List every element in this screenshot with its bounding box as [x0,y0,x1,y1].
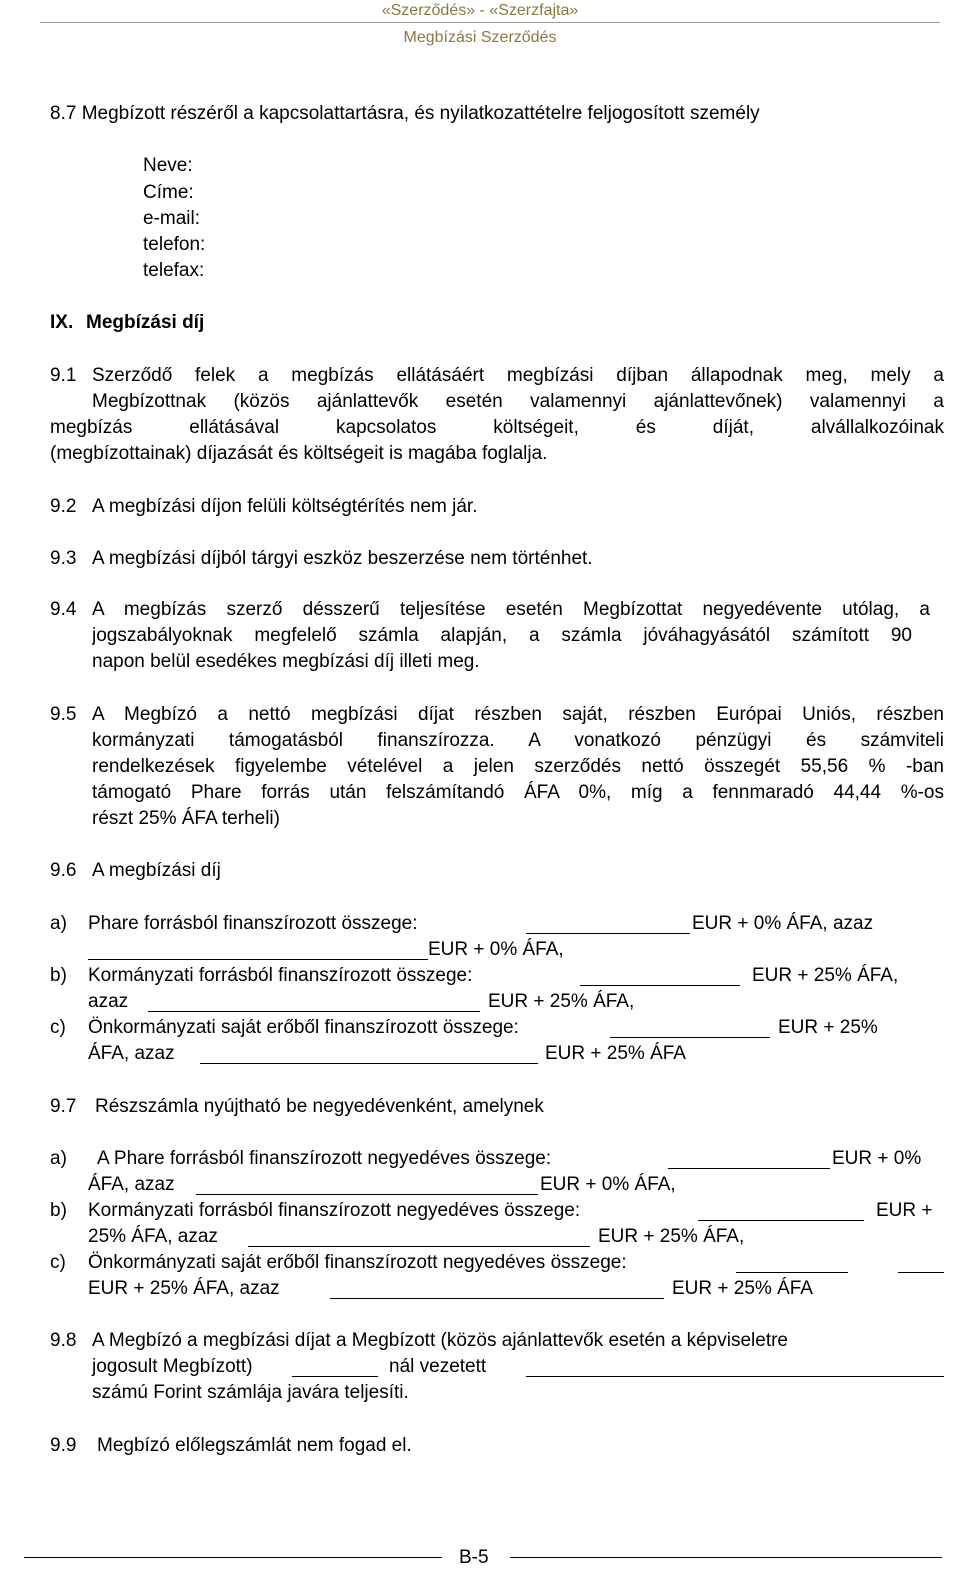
clause-9-1-line: Megbízottnak (közös ajánlattevők esetén valamennyi ajánlattevőnek) valamennyi a [92,391,944,412]
item-a-text: EUR + 0% ÁFA, azaz [692,913,874,934]
item-a-text: EUR + 0% [832,1148,922,1169]
footer-rule-left [24,1557,442,1558]
item-b-text: EUR + [876,1200,933,1221]
amount-blank[interactable] [610,1019,770,1038]
item-b-text: EUR + 25% ÁFA, [598,1226,745,1247]
item-c-text: Önkormányzati saját erőből finanszírozott összege: [88,1017,519,1038]
item-a-label: a) [50,1148,67,1169]
header-rule [40,22,940,23]
section-title: Megbízási díj [86,312,205,333]
amount-words-blank[interactable] [196,1176,538,1195]
amount-blank[interactable] [526,915,690,934]
field-name-label: Neve: [143,155,193,176]
amount-blank[interactable] [668,1150,830,1169]
clause-9-4-number: 9.4 [50,599,77,620]
clause-9-3-text: A megbízási díjból tárgyi eszköz beszerzése nem történhet. [92,548,593,569]
clause-9-4-line: jogszabályoknak megfelelő számla alapján, a számla jóváhagyásától számított 90 [92,625,912,646]
item-a-label: a) [50,913,67,934]
clause-9-5-line: támogató Phare forrás után felszámítandó ÁFA 0%, míg a fennmaradó 44,44 %-os [92,782,944,803]
page-number: B-5 [459,1547,489,1568]
clause-8-7-title: 8.7 Megbízott részéről a kapcsolattartásra, és nyilatkozattételre feljogosított személy [50,103,760,124]
field-address-label: Címe: [143,182,194,203]
clause-9-5-line: részt 25% ÁFA terheli) [92,808,280,829]
amount-blank[interactable] [898,1254,944,1273]
clause-9-7-number: 9.7 [50,1096,77,1117]
clause-9-8-line: A Megbízó a megbízási díjat a Megbízott (közös ajánlattevők esetén a képviseletre [92,1330,788,1351]
section-number: IX. [50,312,74,333]
account-number-blank[interactable] [526,1358,944,1377]
item-b-label: b) [50,965,67,986]
bank-name-blank[interactable] [292,1358,378,1377]
item-b-text: EUR + 25% ÁFA, [752,965,899,986]
clause-9-6-number: 9.6 [50,860,77,881]
field-email-label: e-mail: [143,208,201,229]
clause-9-2-text: A megbízási díjon felüli költségtérítés nem jár. [92,496,478,517]
clause-9-1-line: (megbízottainak) díjazását és költségeit is magába foglalja. [50,443,548,464]
item-b-text: Kormányzati forrásból finanszírozott összege: [88,965,473,986]
item-a-text: EUR + 0% ÁFA, [428,939,564,960]
clause-9-6-title: A megbízási díj [92,860,221,881]
item-c-text: EUR + 25% ÁFA [545,1043,686,1064]
clause-9-8-line: nál vezetett [389,1356,487,1377]
clause-9-5-number: 9.5 [50,704,77,725]
footer-rule-right [510,1557,942,1558]
header-subtitle: Megbízási Szerződés [403,29,557,46]
clause-9-4-line: A megbízás szerző désszerű teljesítése esetén Megbízottat negyedévente utólag, a [92,599,930,620]
clause-9-5-line: kormányzati támogatásból finanszírozza. A vonatkozó pénzügyi és számviteli [92,730,944,751]
item-a-text: EUR + 0% ÁFA, [540,1174,676,1195]
amount-blank[interactable] [736,1254,848,1273]
amount-words-blank[interactable] [200,1045,538,1064]
clause-9-5-line: A Megbízó a nettó megbízási díjat részben saját, részben Európai Uniós, részben [92,704,944,725]
clause-9-8-line: számú Forint számlája javára teljesíti. [92,1382,409,1403]
item-c-text: ÁFA, azaz [88,1043,175,1064]
amount-blank[interactable] [580,967,740,986]
clause-9-9-text: Megbízó előlegszámlát nem fogad el. [97,1435,412,1456]
field-phone-label: telefon: [143,234,206,255]
clause-9-1-line: Szerződő felek a megbízás ellátásáért megbízási díjban állapodnak meg, mely a [92,365,944,386]
item-a-text: Phare forrásból finanszírozott összege: [88,913,418,934]
item-c-text: EUR + 25% ÁFA [672,1278,813,1299]
header-title: «Szerződés» - «Szerzfajta» [381,2,579,19]
clause-9-4-line: napon belül esedékes megbízási díj illeti meg. [92,651,480,672]
clause-9-8-number: 9.8 [50,1330,77,1351]
clause-9-1-number: 9.1 [50,365,77,386]
item-c-text: Önkormányzati saját erőből finanszírozott negyedéves összege: [88,1252,627,1273]
amount-words-blank[interactable] [248,1228,590,1247]
amount-blank[interactable] [698,1202,864,1221]
item-c-text: EUR + 25% [778,1017,878,1038]
amount-words-blank[interactable] [330,1280,664,1299]
item-a-text: A Phare forrásból finanszírozott negyedéves összege: [97,1148,552,1169]
item-c-label: c) [50,1252,66,1273]
clause-9-9-number: 9.9 [50,1435,77,1456]
item-b-label: b) [50,1200,67,1221]
clause-9-3-number: 9.3 [50,548,77,569]
item-b-text: EUR + 25% ÁFA, [488,991,635,1012]
item-b-text: Kormányzati forrásból finanszírozott negyedéves összege: [88,1200,581,1221]
item-c-text: EUR + 25% ÁFA, azaz [88,1278,280,1299]
item-b-text: 25% ÁFA, azaz [88,1226,218,1247]
item-c-label: c) [50,1017,66,1038]
clause-9-7-title: Részszámla nyújtható be negyedévenként, amelynek [95,1096,544,1117]
clause-9-8-line: jogosult Megbízott) [92,1356,253,1377]
clause-9-1-line: megbízás ellátásával kapcsolatos költségeit, és díját, alvállalkozóinak [50,417,944,438]
item-a-text: ÁFA, azaz [88,1174,175,1195]
amount-words-blank[interactable] [88,941,428,960]
item-b-text: azaz [88,991,129,1012]
clause-9-5-line: rendelkezések figyelembe vételével a jelen szerződés nettó összegét 55,56 % -ban [92,756,944,777]
clause-9-2-number: 9.2 [50,496,77,517]
field-fax-label: telefax: [143,260,205,281]
amount-words-blank[interactable] [148,993,480,1012]
